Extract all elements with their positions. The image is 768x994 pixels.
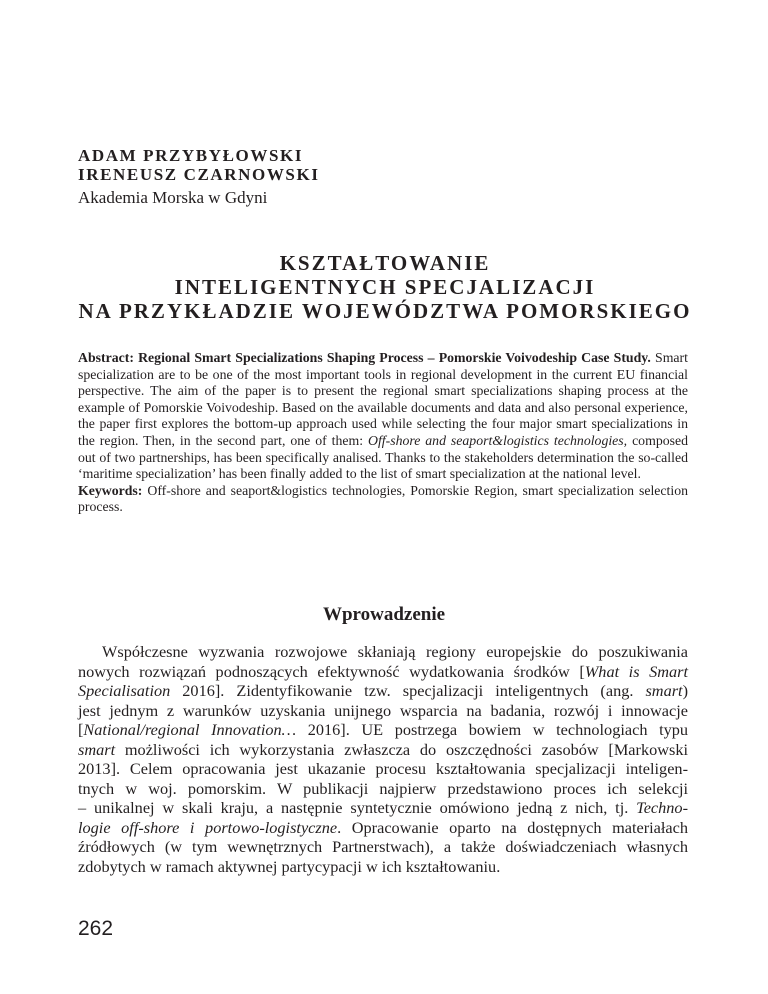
body-line [78, 740, 688, 760]
body-text: zdobytych w ramach aktywnej partycypacji w ich kształtowaniu. [78, 856, 501, 876]
author-block [78, 146, 320, 208]
body-line [78, 681, 688, 701]
title-line: KSZTAŁTOWANIE [279, 251, 491, 275]
body-text: 2016]. UE postrzega bowiem w technologiach typu [296, 720, 689, 739]
title-line: NA PRZYKŁADZIE WOJEWÓDZTWA POMORSKIEGO [78, 299, 692, 323]
italic-text: What is Smart [584, 661, 688, 681]
paper-title [40, 251, 730, 323]
author-name: IRENEUSZ CZARNOWSKI [78, 165, 320, 184]
body-line [78, 779, 688, 799]
body-line [78, 759, 688, 779]
affiliation: Akademia Morska w Gdyni [78, 188, 268, 207]
italic-text: Specialisation [78, 681, 171, 700]
italic-text: smart [78, 739, 116, 759]
italic-text: Techno- [636, 798, 688, 817]
body-text: możliwości ich wykorzystania zwłaszcza do oszczędności zasobów [Markowski [115, 739, 688, 759]
abstract-title: Regional Smart Specializations Shaping Process – Pomorskie Voivodeship Case Study. [138, 350, 651, 365]
body-line [78, 798, 688, 818]
body-line [78, 720, 688, 740]
abstract [78, 350, 688, 483]
title-line: INTELIGENTNYCH SPECJALIZACJI [174, 275, 596, 299]
body-line [78, 857, 688, 877]
abstract-label: Abstract: [78, 350, 134, 365]
body-text: ) [682, 681, 688, 700]
abstract-italic-text: Off-shore and seaport&logistics technologies, [367, 432, 628, 448]
italic-text: National/regional Innovation… [83, 720, 297, 739]
italic-text: logie off-shore i portowo-logistyczne [78, 817, 338, 837]
keywords [78, 483, 688, 516]
page-number: 262 [78, 917, 114, 940]
italic-text: smart [645, 681, 683, 700]
author-name: ADAM PRZYBYŁOWSKI [78, 146, 304, 165]
body-text: [ [78, 720, 84, 739]
body-text: – unikalnej w skali kraju, a następnie syntetycznie omówiono jedną z nich, tj. [78, 798, 637, 817]
body-text: tnych w woj. pomorskim. W publikacji najpierw przedstawiono proces ich selekcji [78, 778, 688, 798]
abstract-text: Smart specialization are to be one of the most important tools in regional development in the current EU financial perspective. The aim of the paper is to present the regional smart specializations shaping process at the example of Pomorskie Voivodeship. Based on the available documents and data and also personal experience, the paper first explores the bottom-up approach used while selecting the four major smart specializations in the region. Then, in the second part, one of them: [78, 350, 688, 448]
body-paragraph [78, 642, 688, 876]
body-text: 2013]. Celem opracowania jest ukazanie procesu kształtowania specjalizacji inteligen- [78, 759, 688, 778]
keywords-text: Off-shore and seaport&logistics technologies, Pomorskie Region, smart specialization selection process. [78, 482, 688, 515]
body-text: źródłowych (w tym wewnętrznych Partnerstwach), a także doświadczeniach własnych [78, 837, 688, 856]
body-line [78, 662, 688, 682]
body-text: nowych rozwiązań podnoszących efektywność wydatkowania środków [ [78, 661, 585, 681]
keywords-label: Keywords: [78, 482, 143, 498]
section-heading: Wprowadzenie [322, 604, 446, 625]
abstract-block [78, 350, 688, 516]
body-text: Współczesne wyzwania rozwojowe skłaniają regiony europejskie do poszukiwania [102, 642, 688, 661]
body-line [78, 642, 688, 662]
body-text: 2016]. Zidentyfikowanie tzw. specjalizacji inteligentnych (ang. [170, 681, 646, 700]
body-line [78, 818, 688, 838]
body-text: . Opracowanie oparto na dostępnych materiałach [337, 817, 688, 837]
body-text: jest jednym z warunków uzyskania unijnego wsparcia na badania, rozwój i innowacje [78, 700, 688, 720]
abstract-text: composed out of two partnerships, has been specifically analised. Thanks to the stakeholders determination the so-called ‘maritime specialization’ has been finally added to the list of smart specialization at the national level. [78, 432, 689, 482]
body-line [78, 837, 688, 857]
body-line [78, 701, 688, 721]
